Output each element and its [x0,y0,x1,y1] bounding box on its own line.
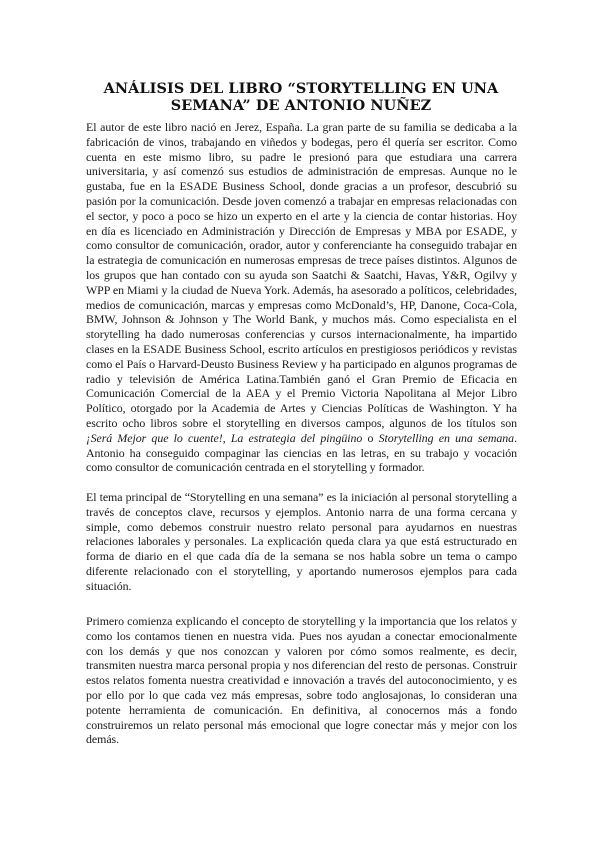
paragraph-main-theme: El tema principal de “Storytelling en una semana” es la iniciación al personal storytelling a través de conceptos clave, recursos y ejemplos. Antonio narra de una forma cercana y simple, como debemos construir nuestro relato personal para ayudarnos en nuestras relaciones laborales y personales. La explicación queda clara ya que está estructurado en forma de diario en el que cada día de la semana se nos habla sobre un tema o campo diferente relacionado con el storytelling, y aportando numerosos ejemplos para cada situación. [86,490,517,593]
paragraph-text: , [222,430,231,445]
book-title-italic: Storytelling en una semana [378,430,515,445]
paragraph-storytelling-concept: Primero comienza explicando el concepto de storytelling y la importancia que los relatos y como los contamos tienen en nuestra vida. Pues nos ayudan a conectar emocionalmente con los demás y que nos conozcan y valoren por cómo somos realmente, es decir, transmiten nuestra marca personal propia y nos diferencian del resto de personas. Construir estos relatos fomenta nuestra creatividad e innovación a través del autoconocimiento, y es por ello por lo que cada vez más empresas, sobre todo anglosajonas, lo consideran una potente herramienta de comunicación. En definitiva, al conocernos más a fondo construiremos un relato personal más emocional que logre conectar más y mejor con los demás. [86,614,517,747]
paragraph-text: o [362,430,379,445]
paragraph-text: El autor de este libro nació en Jerez, España. La gran parte de su familia se dedicaba a la fabricación de vinos, trabajando en viñedos y bodegas, pero él quería ser escritor. Como cuenta en este mismo libro, su padre le presionó para que estudiara una carrera universitaria, y así comenzó sus estudios de administración de empresas. Aunque no le gustaba, fue en la ESADE Business School, donde gracias a un profesor, descubrió su pasión por la comunicación. Desde joven comenzó a trabajar en empresas relacionadas con el sector, y poco a poco se hizo un experto en el arte y la ciencia de contar historias. Hoy en día es licenciado en Administración y Dirección de Empresas y MBA por ESADE, y como consultor de comunicación, orador, autor y conferenciante ha conseguido trabajar en la estrategia de comunicación en numerosas empresas de trece países distintos. Algunos de los grupos que han contado con su ayuda son Saatchi & Saatchi, Havas, Y&R, Ogilvy y WPP en Miami y la ciudad de Nueva York. Además, ha asesorado a políticos, celebridades, medios de comunicación, marcas y empresas como McDonald’s, HP, Danone, Coca-Cola, BMW, Johnson & Johnson y The World Bank, y muchos más. Como especialista en el storytelling ha dado numerosas conferencias y cursos internacionalmente, ha impartido clases en la ESADE Business School, escrito artículos en prestigiosos periódicos y revistas como el País o Harvard-Deusto Business Review y ha participado en algunos programas de radio y televisión de América Latina.También ganó el Gran Premio de Eficacia en Comunicación Comercial de la AEA y el Premio Victoria Napolitana al Mejor Libro Político, otorgado por la Academia de Artes y Ciencias Políticas de Washington. Y ha escrito ocho libros sobre el storytelling en diversos campos, algunos de los títulos son [86,120,517,430]
paragraph-author-bio [86,120,517,475]
book-title-italic: La estrategia del pingüino [230,430,363,445]
paragraph-text: . Antonio ha conseguido compaginar las ciencias en las letras, en su trabajo y vocación como consultor de comunicación centrada en el storytelling y formador. [86,430,517,475]
page-title: ANÁLISIS DEL LIBRO “STORYTELLING EN UNA SEMANA” DE ANTONIO NUÑEZ [103,80,499,114]
book-title-italic: ¡Será Mejor que lo cuente! [86,430,223,445]
